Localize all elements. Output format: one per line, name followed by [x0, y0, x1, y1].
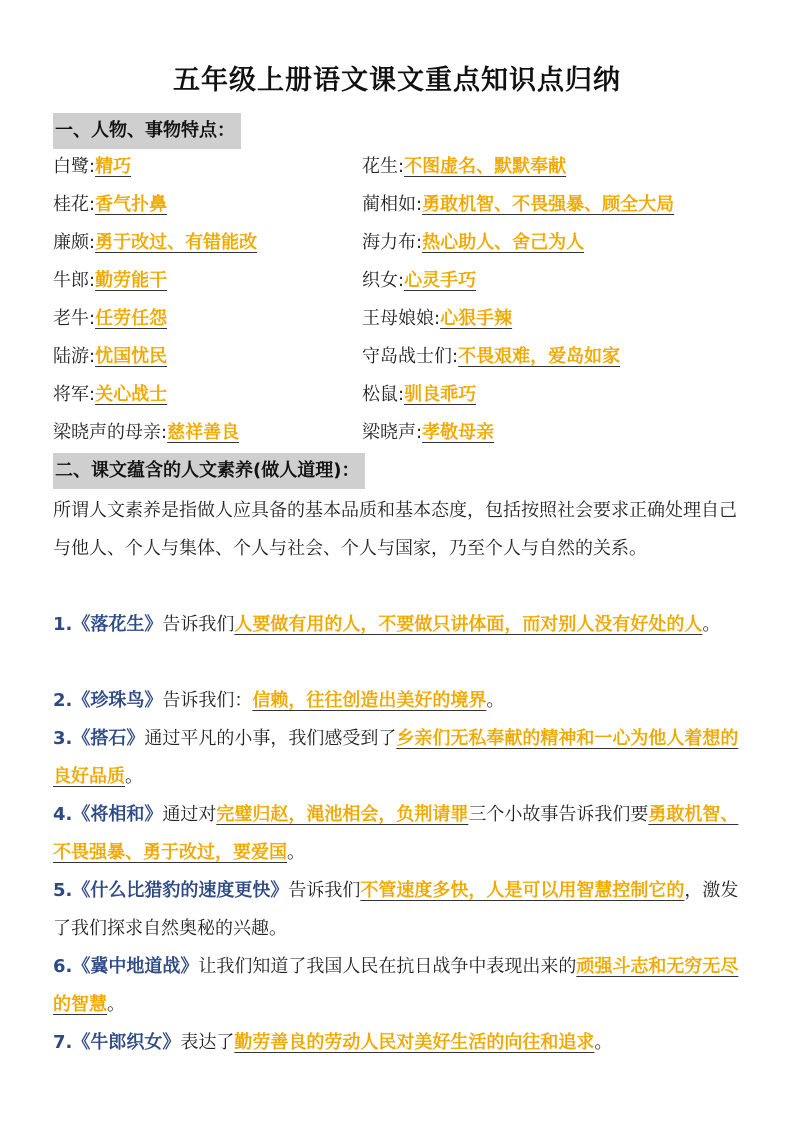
item-number: 6.: [53, 956, 73, 977]
item-text: 通过对: [162, 804, 217, 825]
item-highlight: 不管速度多快，人是可以用智慧控制它的: [360, 880, 685, 901]
character-name: 松鼠: [362, 384, 398, 405]
section-heading-traits: 一、人物、事物特点：: [53, 113, 241, 149]
item-number: 5.: [53, 880, 73, 901]
trait-row: [53, 266, 753, 304]
lesson-title: 《搭石》: [72, 728, 145, 749]
lesson-item: [53, 720, 743, 796]
trait-item: 梁晓声的母亲:慈祥善良: [53, 422, 240, 443]
character-name: 王母娘娘: [362, 308, 434, 329]
trait-item: 王母娘娘:心狠手辣: [362, 308, 513, 329]
lesson-item: [53, 1024, 743, 1062]
character-name: 陆游: [53, 346, 89, 367]
character-name: 桂花: [53, 194, 89, 215]
trait-row: [53, 228, 753, 266]
lesson-item: [53, 682, 743, 720]
character-name: 花生: [362, 156, 398, 177]
item-number: 3.: [53, 728, 73, 749]
character-name: 蔺相如: [362, 194, 416, 215]
page-title: 五年级上册语文课文重点知识点归纳: [173, 65, 621, 96]
character-name: 梁晓声: [362, 422, 416, 443]
lesson-title: 《将相和》: [72, 804, 163, 825]
item-highlight: 顽强斗志和无穷无尽的智慧: [53, 956, 739, 1015]
trait-item: 梁晓声:孝敬母亲: [362, 422, 495, 443]
character-trait: 驯良乖巧: [404, 384, 477, 405]
item-text: 表达了: [180, 1032, 235, 1053]
character-trait: 不图虚名、默默奉献: [404, 156, 567, 177]
item-text: 告诉我们：: [162, 690, 253, 711]
character-name: 海力布: [362, 232, 416, 253]
item-text: 让我们知道了我国人民在抗日战争中表现出来的: [198, 956, 577, 977]
item-text: ，激发了我们探求自然奥秘的兴趣。: [53, 880, 739, 939]
trait-row: [53, 304, 753, 342]
trait-row: [53, 380, 753, 418]
lesson-title: 《牛郎织女》: [72, 1032, 181, 1053]
character-trait: 不畏艰难，爱岛如家: [458, 346, 621, 367]
lesson-title: 《冀中地道战》: [72, 956, 199, 977]
item-number: 2.: [53, 690, 73, 711]
trait-item: 花生:不图虚名、默默奉献: [362, 156, 567, 177]
item-text: 告诉我们: [162, 614, 235, 635]
item-text: 。: [107, 994, 125, 1015]
item-text: 告诉我们: [288, 880, 361, 901]
lesson-item: [53, 872, 743, 948]
character-name: 廉颇: [53, 232, 89, 253]
lesson-title: 《珍珠鸟》: [72, 690, 163, 711]
character-trait: 热心助人、舍己为人: [422, 232, 585, 253]
item-highlight: 人要做有用的人，不要做只讲体面，而对别人没有好处的人: [234, 614, 703, 635]
character-name: 织女: [362, 270, 398, 291]
item-highlight: 信赖，往往创造出美好的境界: [252, 690, 487, 711]
trait-item: 海力布:热心助人、舍己为人: [362, 232, 585, 253]
character-trait: 任劳任怨: [95, 308, 168, 329]
trait-item: 织女:心灵手巧: [362, 270, 477, 291]
item-highlight: 勇敢机智、不畏强暴、勇于改过，要爱国: [53, 804, 739, 863]
item-highlight: 完璧归赵，渑池相会，负荆请罪: [216, 804, 469, 825]
trait-item: 白鹭:精巧: [53, 156, 132, 177]
character-trait: 慈祥善良: [167, 422, 240, 443]
character-trait: 心灵手巧: [404, 270, 477, 291]
character-trait: 香气扑鼻: [95, 194, 168, 215]
character-name: 将军: [53, 384, 89, 405]
character-name: 老牛: [53, 308, 89, 329]
character-trait: 勤劳能干: [95, 270, 168, 291]
trait-row: [53, 152, 753, 190]
trait-row: [53, 342, 753, 380]
item-number: 7.: [53, 1032, 73, 1053]
character-name: 牛郎: [53, 270, 89, 291]
item-text: 。: [125, 766, 143, 787]
intro-paragraph: 所谓人文素养是指做人应具备的基本品质和基本态度，包括按照社会要求正确处理自己与他人、个人与集体、个人与社会、个人与国家，乃至个人与自然的关系。: [53, 500, 737, 559]
character-trait: 勇敢机智、不畏强暴、顾全大局: [422, 194, 675, 215]
lesson-title: 《什么比猎豹的速度更快》: [72, 880, 289, 901]
trait-row: [53, 418, 753, 456]
trait-item: 老牛:任劳任怨: [53, 308, 168, 329]
character-trait: 关心战士: [95, 384, 168, 405]
trait-item: 桂花:香气扑鼻: [53, 194, 168, 215]
item-number: 1.: [53, 614, 73, 635]
trait-item: 守岛战士们:不畏艰难，爱岛如家: [362, 346, 621, 367]
traits-grid: [53, 152, 753, 456]
trait-item: 将军:关心战士: [53, 384, 168, 405]
character-name: 守岛战士们: [362, 346, 452, 367]
item-text: 。: [702, 614, 721, 635]
trait-item: 松鼠:驯良乖巧: [362, 384, 477, 405]
lesson-item: [53, 606, 743, 644]
lesson-item: [53, 948, 743, 1024]
trait-row: [53, 190, 753, 228]
item-text: 三个小故事告诉我们要: [468, 804, 649, 825]
item-text: 。: [594, 1032, 613, 1053]
character-name: 梁晓声的母亲: [53, 422, 161, 443]
item-highlight: 勤劳善良的劳动人民对美好生活的向往和追求: [234, 1032, 595, 1053]
item-number: 4.: [53, 804, 73, 825]
character-trait: 忧国忧民: [95, 346, 168, 367]
trait-item: 陆游:忧国忧民: [53, 346, 168, 367]
character-trait: 精巧: [95, 156, 132, 177]
trait-item: 蔺相如:勇敢机智、不畏强暴、顾全大局: [362, 194, 675, 215]
character-name: 白鹭: [53, 156, 89, 177]
character-trait: 孝敬母亲: [422, 422, 495, 443]
character-trait: 勇于改过、有错能改: [95, 232, 258, 253]
lesson-item: [53, 796, 743, 872]
item-text: 。: [287, 842, 305, 863]
character-trait: 心狠手辣: [440, 308, 513, 329]
item-highlight: 乡亲们无私奉献的精神和一心为他人着想的良好品质: [53, 728, 739, 787]
lesson-title: 《落花生》: [72, 614, 163, 635]
section-heading-morals: 二、课文蕴含的人文素养(做人道理)：: [53, 453, 365, 489]
trait-item: 廉颇:勇于改过、有错能改: [53, 232, 258, 253]
item-text: 。: [486, 690, 505, 711]
trait-item: 牛郎:勤劳能干: [53, 270, 168, 291]
item-text: 通过平凡的小事，我们感受到了: [144, 728, 397, 749]
